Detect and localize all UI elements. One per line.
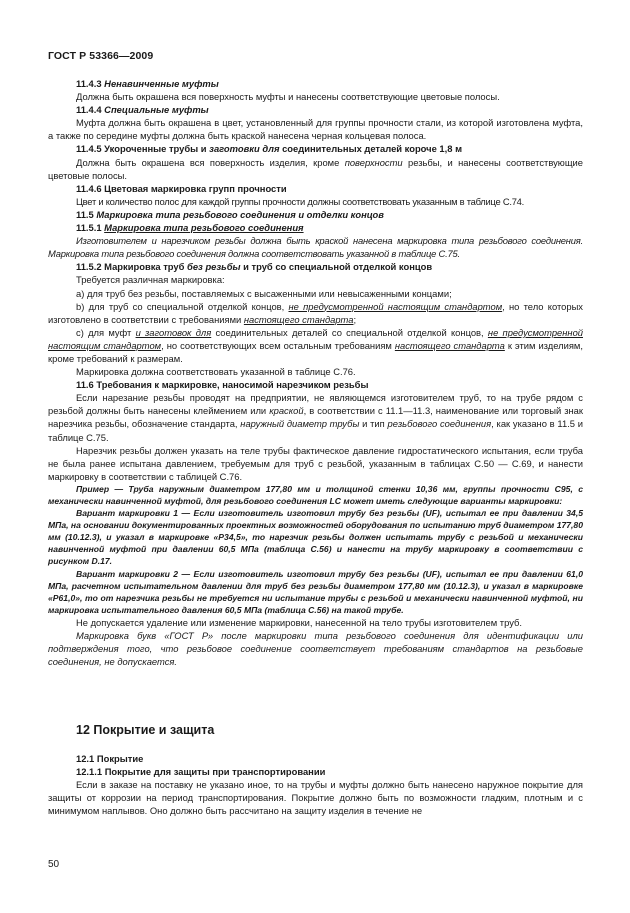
heading-11-4-3: 11.4.3 Ненавинченные муфты: [76, 78, 219, 89]
list-item: c) для муфт и заготовок для соединительных деталей со специальной отделкой концов, не предусмотренной настоящим стандартом, но соответствующих всем остальным требованиям настоящего стандарта к этим изделиям, кроме требований к размерам.: [48, 326, 583, 364]
document-body: [48, 77, 583, 668]
page-number: 50: [48, 859, 60, 870]
heading-12-1-1: 12.1.1 Покрытие для защиты при транспортировании: [76, 766, 326, 778]
page-header: ГОСТ Р 53366—2009: [48, 50, 154, 62]
heading-11-4-6: 11.4.6 Цветовая маркировка групп прочности: [76, 182, 287, 194]
list-item: а) для труб без резьбы, поставляемых с высаженными или невысаженными концами;: [76, 287, 452, 299]
paragraph: Должна быть окрашена вся поверхность муфты и нанесены соответствующие цветовые полосы.: [76, 91, 500, 103]
heading-11-5-2: 11.5.2 Маркировка труб без резьбы и труб со специальной отделкой концов: [76, 261, 433, 273]
heading-11-6: 11.6 Требования к маркировке, наносимой нарезчиком резьбы: [76, 379, 369, 391]
heading-11-4-5: 11.4.5 Укороченные трубы и заготовки для соединительных деталей короче 1,8 м: [76, 143, 463, 155]
section-12-body: [48, 752, 583, 817]
paragraph: Нарезчик резьбы должен указать на теле трубы фактическое давление гидростатического испытания, если труба не была ранее испытана давлением, требуемым для труб с резьбой, указанным в таблицах С.50 — С.69, и нанести маркировку в соответствии с таблицей С.76.: [48, 444, 583, 482]
paragraph: Изготовителем и нарезчиком резьбы должна быть краской нанесена маркировка типа резьбового соединения. Маркировка типа резьбового соединения должна соответствовать указанной в таблице С.75.: [48, 235, 583, 260]
example-variant-1: Вариант маркировки 1 — Если изготовитель изготовил трубу без резьбы (UF), испытал ее при давлении 34,5 МПа, на основании документированных проектных возможностей оборудования по испытанию труб диаметром 177,80 мм (10.12.3), и указал в маркировке «Р34,5», то нарезчик резьбы должен испытать трубу с резьбой и механически навинченной муфтой при давлении 60,5 МПа (таблица С.56) и нанести на трубу маркировку в соответствии с рисунком D.17.: [48, 508, 583, 567]
paragraph: Муфта должна быть окрашена в цвет, установленный для группы прочности стали, из которой изготовлена муфта, а также по середине муфты должна быть краской нанесена черная кольцевая полоса.: [48, 117, 583, 142]
list-item: b) для труб со специальной отделкой концов, не предусмотренной настоящим стандартом, но тело которых изготовлено в соответствии с требованиями настоящего стандарта;: [48, 300, 583, 325]
example-variant-2: Вариант маркировки 2 — Если изготовитель изготовил трубу без резьбы (UF), испытал ее при давлении 61,0 МПа, расчетном испытательном давлении для труб без резьбы диаметром 177,80 мм (10.12.3), и указал в маркировке «Р61,0», то от нарезчика резьбы не требуется ни испытание трубы с резьбой и механически навинченной муфтой, ни маркировка испытательного давления 60,5 МПа (таблица С.56) на такой трубе.: [48, 568, 583, 615]
heading-12-1: 12.1 Покрытие: [76, 753, 144, 764]
example-paragraph: Пример — Труба наружным диаметром 177,80 мм и толщиной стенки 10,36 мм, группы прочности С95, с механически навинченной муфтой, для резьбового соединения LC может иметь следующие варианты маркировки:: [48, 483, 583, 506]
section-12-heading: 12 Покрытие и защита: [76, 723, 215, 737]
paragraph: Требуется различная маркировка:: [76, 274, 225, 286]
heading-11-4-4: 11.4.4 Специальные муфты: [76, 104, 209, 116]
paragraph: Маркировка букв «ГОСТ Р» после маркировки типа резьбового соединения для идентификации или подтверждения того, что резьбовое соединение соответствует требованиям стандартов на резьбовые соединения, не допускается.: [48, 630, 583, 668]
paragraph: Маркировка должна соответствовать указанной в таблице С.76.: [76, 366, 356, 378]
paragraph: Цвет и количество полос для каждой группы прочности должны соответствовать указанным в таблице С.74.: [76, 195, 525, 207]
heading-11-5-1: 11.5.1 Маркировка типа резьбового соединения: [76, 222, 304, 234]
paragraph: Не допускается удаление или изменение маркировки, нанесенной на тело трубы изготовителем труб.: [76, 616, 522, 628]
paragraph: Если нарезание резьбы проводят на предприятии, не являющемся изготовителем труб, то на трубе рядом с резьбой должны быть нанесены клеймением или краской, в соответствии с 11.1—11.3, наименование или торговый знак нарезчика резьбы, обозначение стандарта, наружный диаметр трубы и тип резьбового соединения, как указано в 11.5 и таблице С.75.: [48, 392, 583, 443]
paragraph: Должна быть окрашена вся поверхность изделия, кроме поверхности резьбы, и нанесены соответствующие цветовые полосы.: [48, 156, 583, 181]
heading-11-5: 11.5 Маркировка типа резьбового соединения и отделки концов: [76, 208, 384, 220]
paragraph: Если в заказе на поставку не указано иное, то на трубы и муфты должно быть нанесено наружное покрытие для защиты от коррозии на период транспортирования. Покрытие должно быть по возможности гладким, плотным и с минимумом наплывов. Оно должно быть рассчитано на защиту изделия в течение не: [48, 779, 583, 817]
